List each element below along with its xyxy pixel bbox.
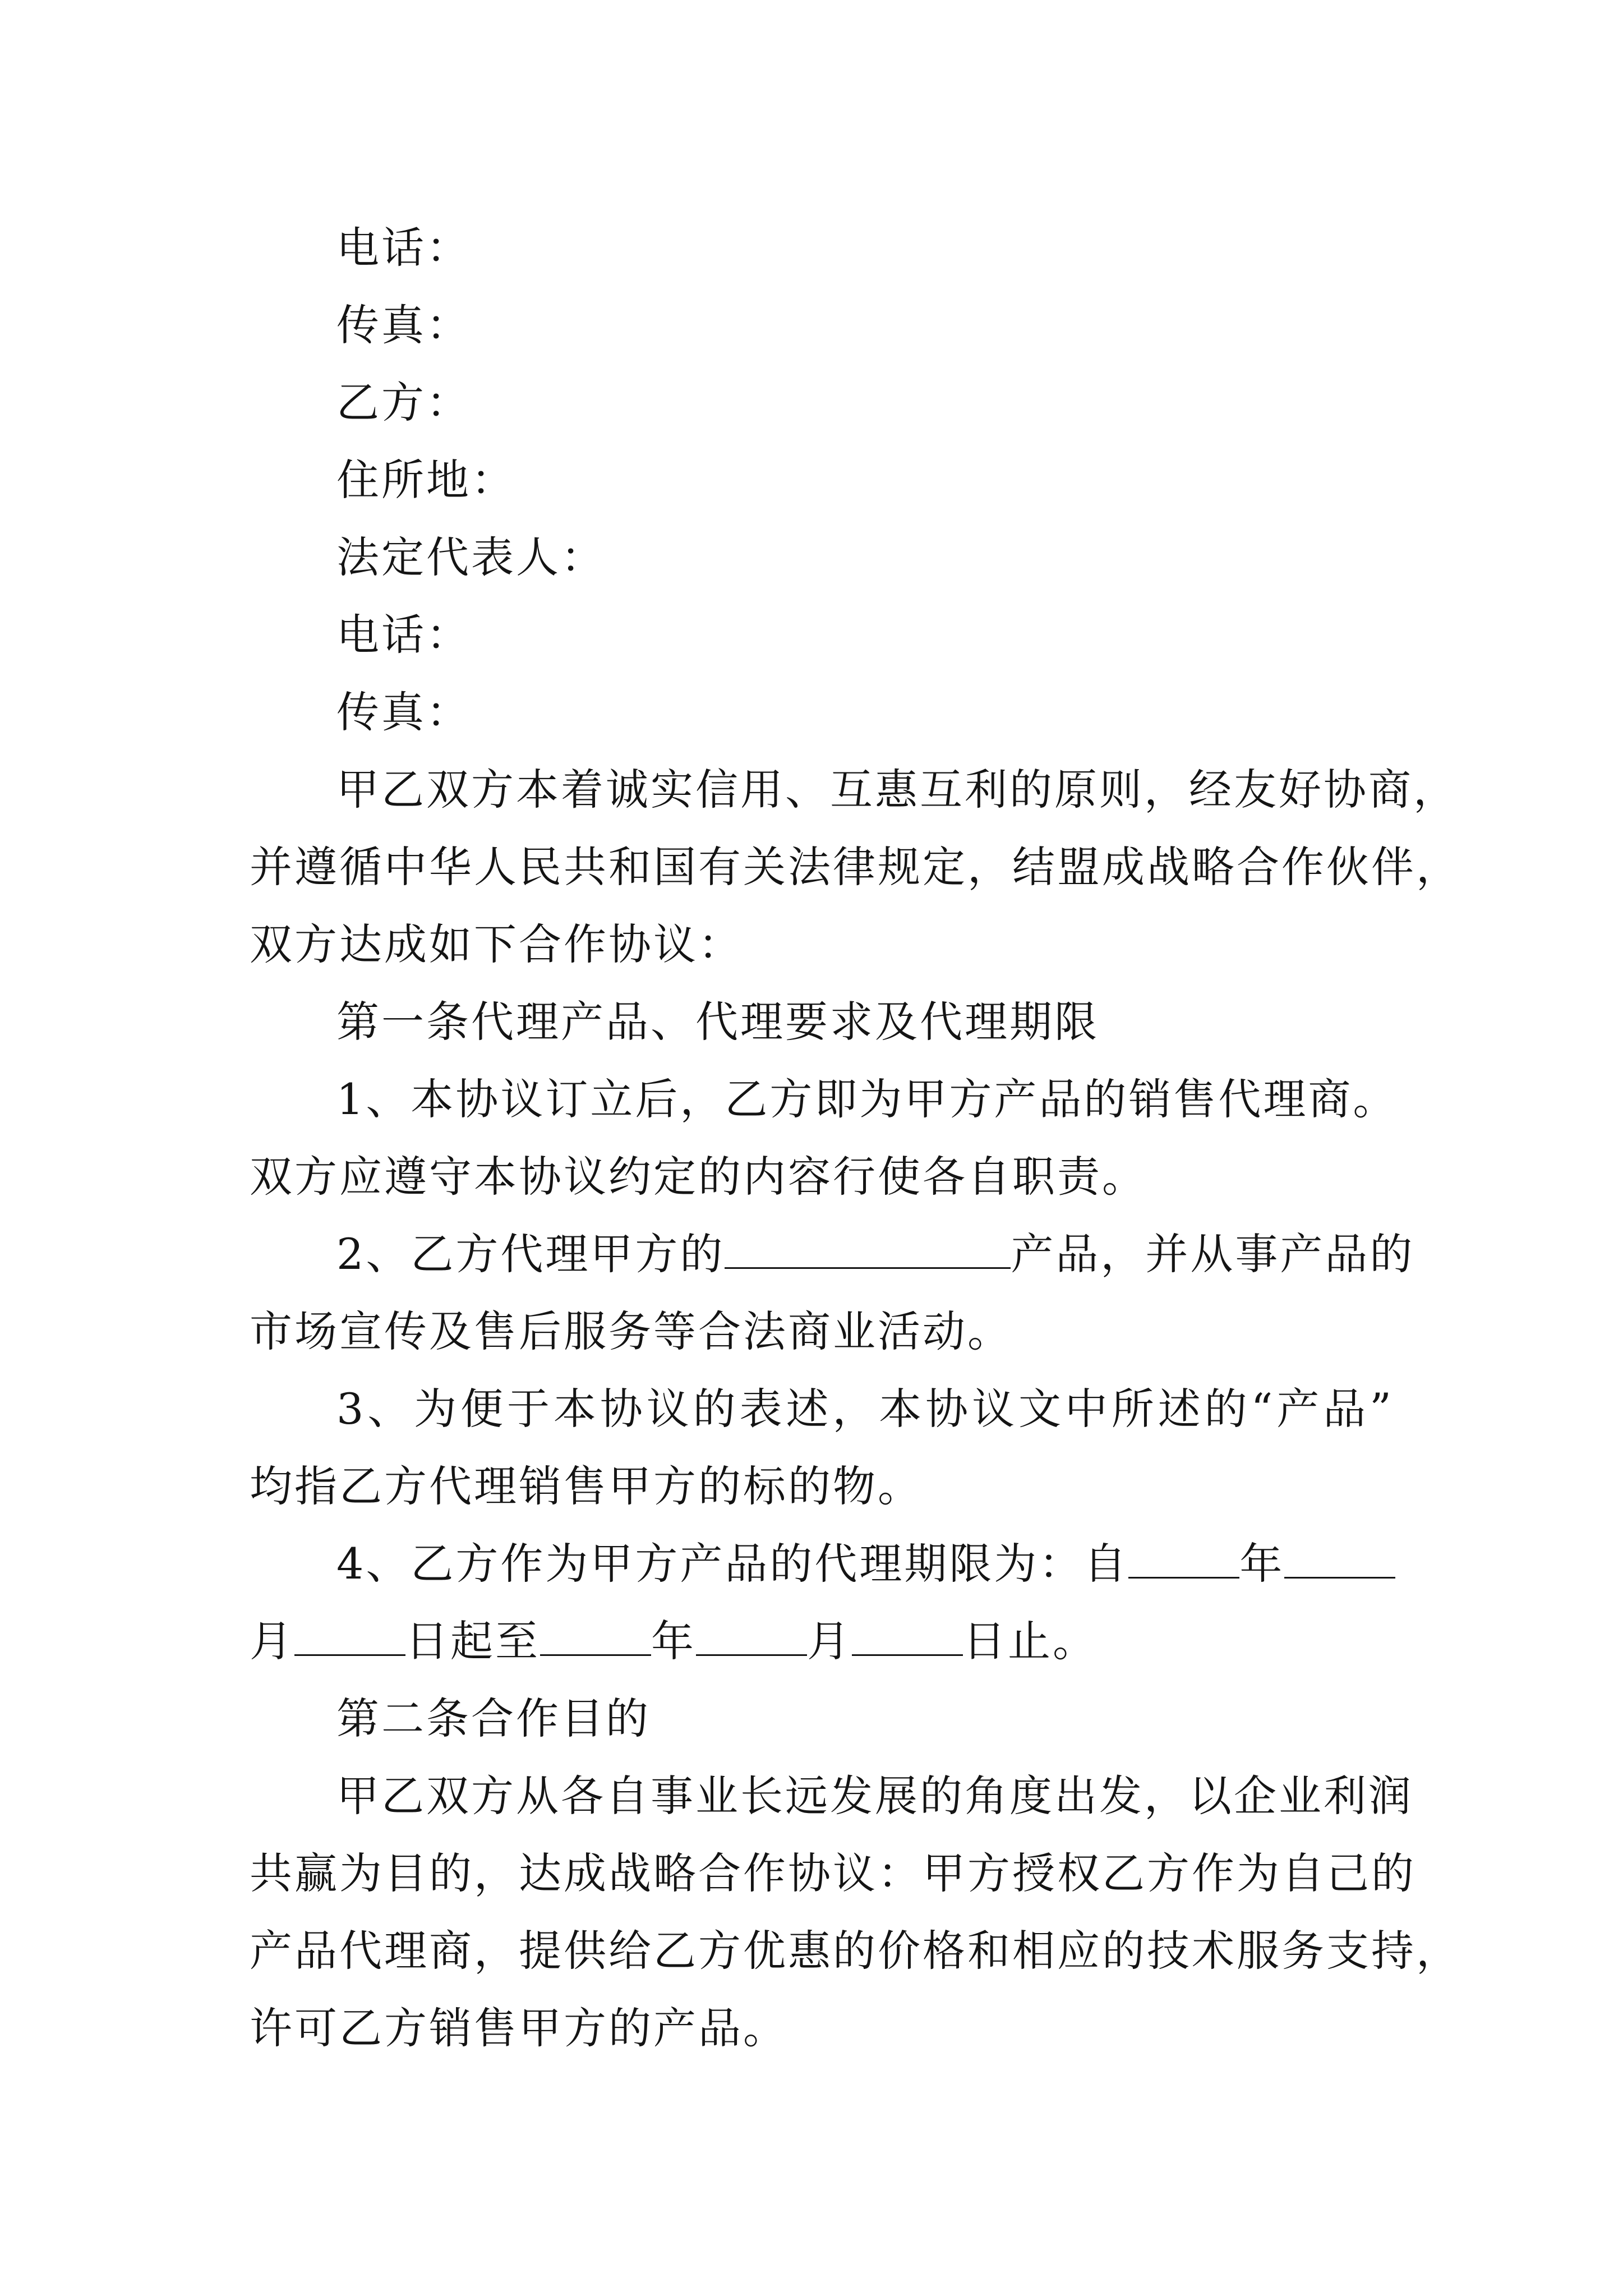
end-day-blank[interactable] — [852, 1616, 963, 1656]
article-2-paragraph-line: 共赢为目的，达成战略合作协议：甲方授权乙方作为自己的 — [250, 1848, 1416, 1898]
end-year-blank[interactable] — [540, 1616, 651, 1656]
article-1-clause-4-line — [250, 1613, 1394, 1669]
party-a-fax-label: 传真： — [336, 300, 471, 350]
clause-2-text-after: 产品，并从事产品的 — [1011, 1229, 1415, 1279]
start-month-blank[interactable] — [1284, 1539, 1395, 1579]
party-a-phone-label: 电话： — [336, 223, 471, 273]
preamble-line: 双方达成如下合作协议： — [250, 919, 743, 969]
preamble-line: 并遵循中华人民共和国有关法律规定，结盟成战略合作伙伴， — [250, 842, 1461, 892]
month-label: 月 — [807, 1616, 852, 1666]
article-2-paragraph-line: 甲乙双方从各自事业长远发展的角度出发，以企业利润 — [336, 1771, 1413, 1821]
article-1-clause-3-line: 3、为便于本协议的表述，本协议文中所述的“产品” — [336, 1384, 1394, 1434]
month-label: 月 — [250, 1616, 294, 1666]
party-b-label: 乙方： — [336, 378, 471, 427]
article-2-paragraph-line: 许可乙方销售甲方的产品。 — [250, 2003, 788, 2053]
article-1-clause-1-line: 1、本协议订立后，乙方即为甲方产品的销售代理商。 — [336, 1074, 1398, 1124]
product-name-blank[interactable] — [725, 1229, 1011, 1269]
year-label: 年 — [651, 1616, 696, 1666]
year-label: 年 — [1239, 1539, 1285, 1589]
clause-2-text-before: 2、乙方代理甲方的 — [336, 1229, 725, 1279]
article-1-clause-2-line — [336, 1226, 1415, 1282]
start-year-blank[interactable] — [1128, 1539, 1239, 1579]
article-1-clause-2-line: 市场宣传及售后服务等合法商业活动。 — [250, 1306, 1012, 1356]
party-b-fax-label: 传真： — [336, 687, 471, 737]
article-1-heading: 第一条代理产品、代理要求及代理期限 — [336, 997, 1099, 1047]
article-1-clause-4-line — [336, 1536, 1394, 1592]
preamble-line: 甲乙双方本着诚实信用、互惠互利的原则，经友好协商， — [336, 765, 1458, 815]
end-month-blank[interactable] — [696, 1616, 807, 1656]
day-to-label: 日止。 — [963, 1616, 1098, 1666]
party-b-phone-label: 电话： — [336, 610, 471, 660]
article-2-paragraph-line: 产品代理商，提供给乙方优惠的价格和相应的技术服务支持， — [250, 1926, 1461, 1976]
party-b-address-label: 住所地： — [336, 455, 516, 505]
article-1-clause-1-line: 双方应遵守本协议约定的内容行使各自职责。 — [250, 1152, 1147, 1202]
article-1-clause-3-line: 均指乙方代理销售甲方的标的物。 — [250, 1461, 923, 1511]
party-b-representative-label: 法定代表人： — [336, 532, 606, 582]
article-2-heading: 第二条合作目的 — [336, 1694, 651, 1743]
start-day-blank[interactable] — [294, 1616, 405, 1656]
clause-4-prefix: 4、乙方作为甲方产品的代理期限为：自 — [336, 1539, 1129, 1589]
day-from-label: 日起至 — [405, 1616, 540, 1666]
